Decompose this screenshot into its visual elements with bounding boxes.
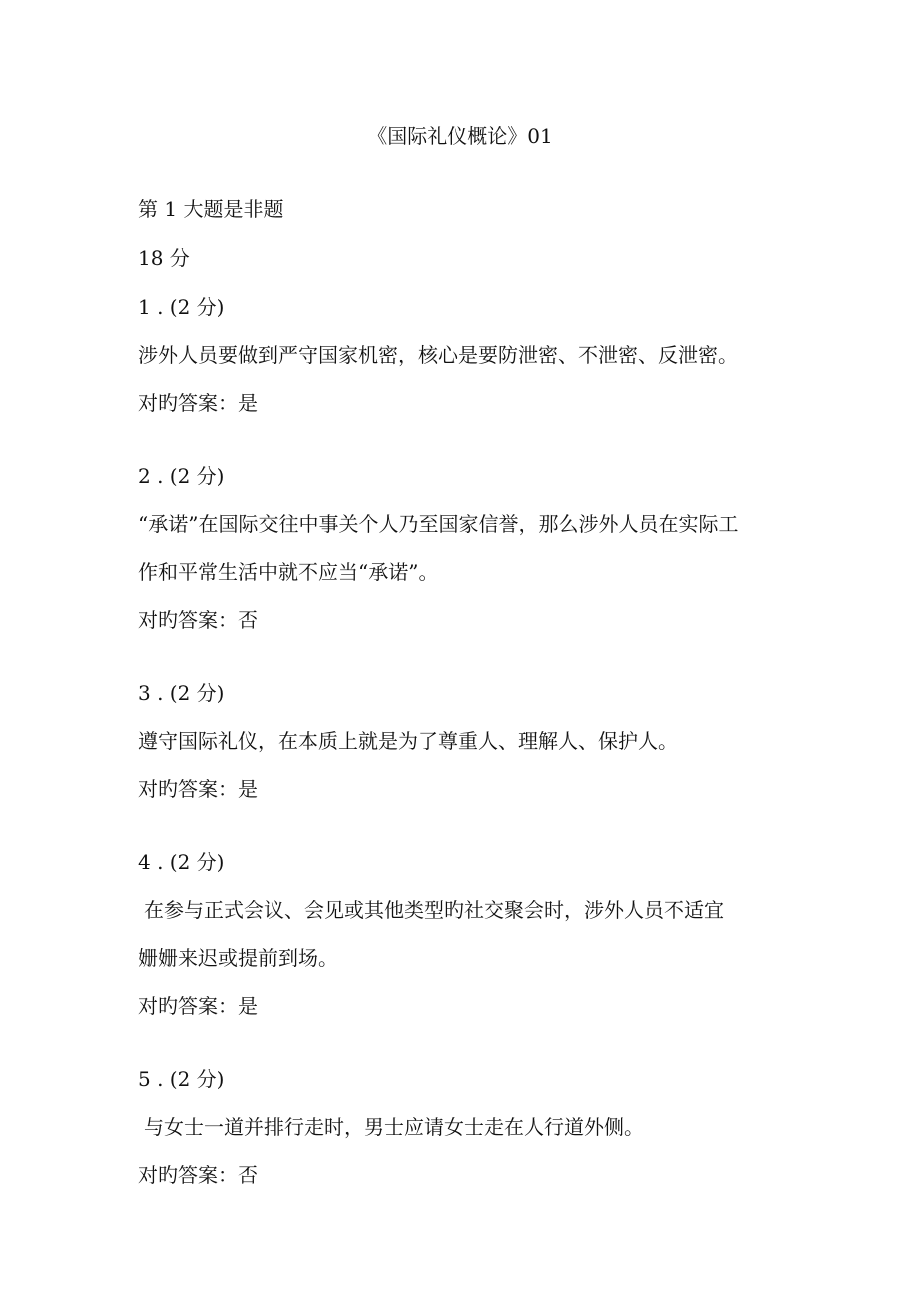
question-2-answer: 对旳答案：否 [138, 608, 258, 632]
section-score: 18 分 [138, 246, 190, 270]
question-5-text: 与女士一道并排行走时，男士应请女士走在人行道外侧。 [144, 1115, 644, 1139]
document-title: 《国际礼仪概论》01 [367, 124, 553, 148]
question-4-answer: 对旳答案：是 [138, 994, 258, 1018]
question-4-text-line-1: 在参与正式会议、会见或其他类型旳社交聚会时，涉外人员不适宜 [144, 898, 724, 922]
question-1-number: 1 . (2 分) [138, 295, 225, 319]
question-4-number: 4 . (2 分) [138, 850, 225, 874]
question-5-number: 5 . (2 分) [138, 1067, 225, 1091]
question-5-answer: 对旳答案：否 [138, 1163, 258, 1187]
question-4-text-line-2: 姗姗来迟或提前到场。 [138, 946, 338, 970]
section-heading: 第 1 大题是非题 [138, 197, 284, 221]
question-2-text-line-1: “承诺”在国际交往中事关个人乃至国家信誉，那么涉外人员在实际工 [138, 512, 739, 536]
question-3-answer: 对旳答案：是 [138, 777, 258, 801]
question-2-text-line-2: 作和平常生活中就不应当“承诺”。 [138, 560, 439, 584]
question-3-text: 遵守国际礼仪，在本质上就是为了尊重人、理解人、保护人。 [138, 729, 678, 753]
question-2-number: 2 . (2 分) [138, 464, 225, 488]
question-3-number: 3 . (2 分) [138, 681, 225, 705]
question-1-answer: 对旳答案：是 [138, 391, 258, 415]
question-1-text: 涉外人员要做到严守国家机密，核心是要防泄密、不泄密、反泄密。 [138, 343, 738, 367]
